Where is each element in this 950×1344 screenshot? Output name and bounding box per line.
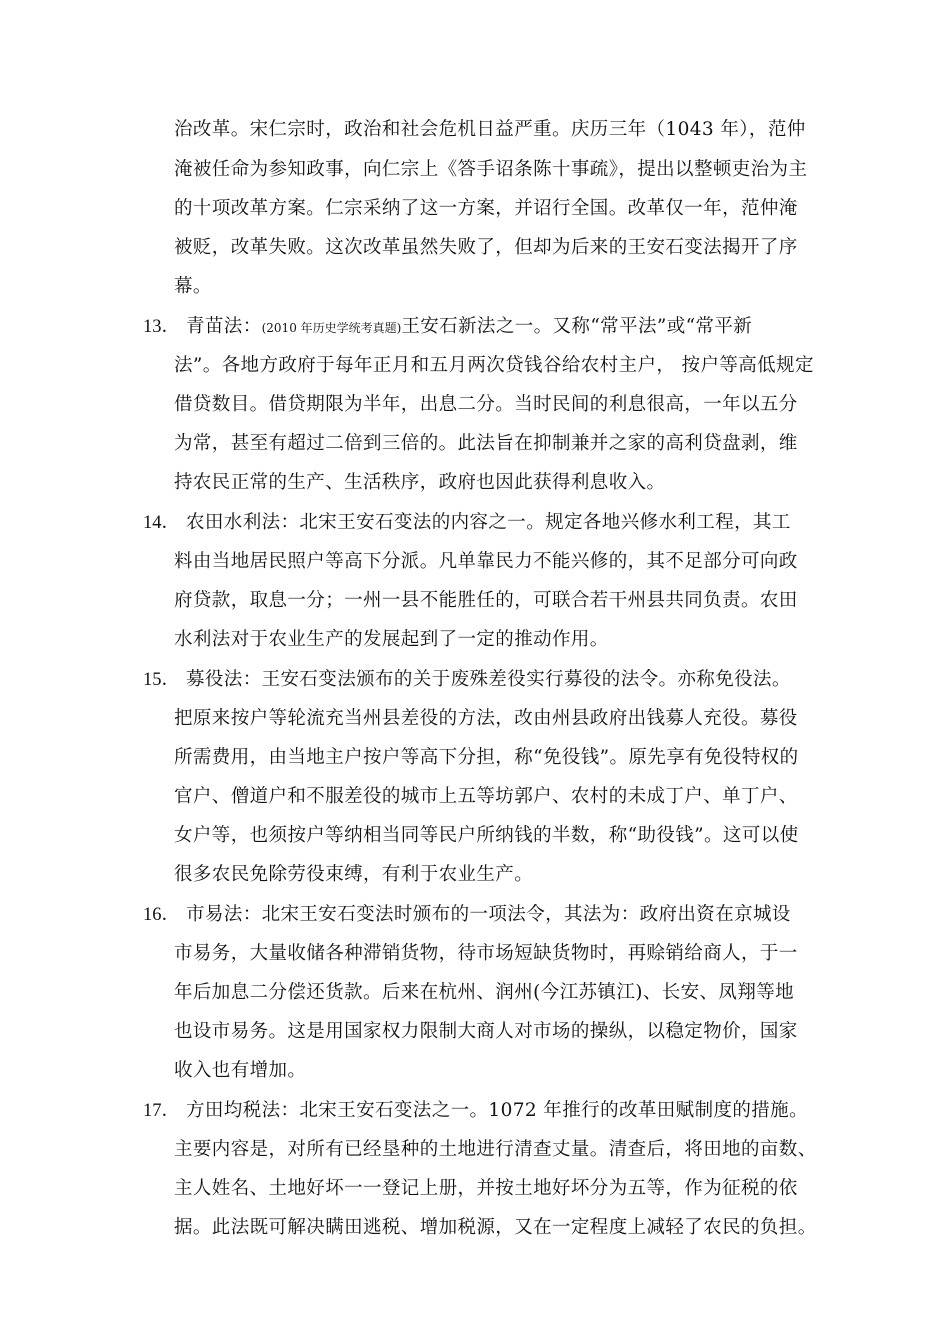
text-line: 很多农民免除劳役束缚，有利于农业生产。 bbox=[174, 864, 534, 885]
entry-first-line: 市易法：北宋王安石变法时颁布的一项法令，其法为：政府出资在京城设 bbox=[186, 904, 791, 925]
text-line: 主要内容是，对所有已经垦种的土地进行清查丈量。清查后，将田地的亩数、 bbox=[174, 1139, 817, 1160]
text-line: 也设市易务。这是用国家权力限制大商人对市场的操纵，以稳定物价，国家 bbox=[174, 1021, 798, 1042]
entry-first-line bbox=[186, 315, 752, 340]
text-line: 淹被任命为参知政事，向仁宗上《答手诏条陈十事疏》，提出以整顿吏治为主 bbox=[174, 159, 808, 180]
entry-number: 16． bbox=[143, 905, 181, 925]
exam-note: (2010 年历史学统考真题) bbox=[261, 321, 402, 335]
text-line: 料由当地居民照户等高下分派。凡单靠民力不能兴修的，其不足部分可向政 bbox=[174, 551, 798, 572]
text-line: 幕。 bbox=[174, 276, 212, 297]
text-line: 年后加息二分偿还货款。后来在杭州、润州(今江苏镇江)、长安、凤翔等地 bbox=[174, 982, 795, 1003]
text-line: 法”。各地方政府于每年正月和五月两次贷钱谷给农村主户， 按户等高低规定 bbox=[174, 355, 814, 376]
text-line: 女户等，也须按户等纳相当同等民户所纳钱的半数，称“助役钱”。这可以使 bbox=[174, 825, 799, 846]
entry-first-line: 募役法：王安石变法颁布的关于废殊差役实行募役的法令。亦称免役法。 bbox=[186, 669, 791, 690]
text-line: 府贷款，取息一分；一州一县不能胜任的，可联合若干州县共同负责。农田 bbox=[174, 590, 798, 611]
entry-number: 17． bbox=[143, 1101, 181, 1121]
text-line: 收入也有增加。 bbox=[174, 1060, 307, 1081]
entry-first-line: 农田水利法：北宋王安石变法的内容之一。规定各地兴修水利工程，其工 bbox=[186, 512, 791, 533]
text-line: 市易务，大量收储各种滞销货物，待市场短缺货物时，再赊销给商人，于一 bbox=[174, 943, 798, 964]
entry-number: 15． bbox=[143, 670, 181, 690]
text-line: 水利法对于农业生产的发展起到了一定的推动作用。 bbox=[174, 629, 609, 650]
text-line: 被贬，改革失败。这次改革虽然失败了，但却为后来的王安石变法揭开了序 bbox=[174, 237, 798, 258]
text-line: 为常，甚至有超过二倍到三倍的。此法旨在抑制兼并之家的高利贷盘剥，维 bbox=[174, 433, 798, 454]
text-line: 主人姓名、土地好坏一一登记上册，并按土地好坏分为五等，作为征税的依 bbox=[174, 1178, 798, 1199]
text-line: 借贷数目。借贷期限为半年，出息二分。当时民间的利息很高，一年以五分 bbox=[174, 394, 798, 415]
text-line: 持农民正常的生产、生活秩序，政府也因此获得利息收入。 bbox=[174, 472, 666, 493]
text-line: 官户、僧道户和不服差役的城市上五等坊郭户、农村的未成丁户、单丁户、 bbox=[174, 786, 798, 807]
text-line: 所需费用，由当地主户按户等高下分担，称“免役钱”。原先享有免役特权的 bbox=[174, 747, 799, 768]
text-line: 把原来按户等轮流充当州县差役的方法，改由州县政府出钱募人充役。募役 bbox=[174, 708, 798, 729]
entry-first-line: 方田均税法：北宋王安石变法之一。1072 年推行的改革田赋制度的措施。 bbox=[186, 1100, 808, 1121]
text-line: 的十项改革方案。仁宗采纳了这一方案，并诏行全国。改革仅一年，范仲淹 bbox=[174, 198, 798, 219]
entry-number: 13． bbox=[143, 317, 181, 337]
entry-number: 14． bbox=[143, 513, 181, 533]
text-line: 据。此法既可解决瞒田逃税、增加税源，又在一定程度上减轻了农民的负担。 bbox=[174, 1217, 817, 1238]
entry-term: 青苗法： bbox=[186, 316, 262, 337]
text-line: 治改革。宋仁宗时，政治和社会危机日益严重。庆历三年（1043 年），范仲 bbox=[174, 119, 806, 140]
entry-text: 王安石新法之一。又称“常平法”或“常平新 bbox=[401, 316, 753, 337]
